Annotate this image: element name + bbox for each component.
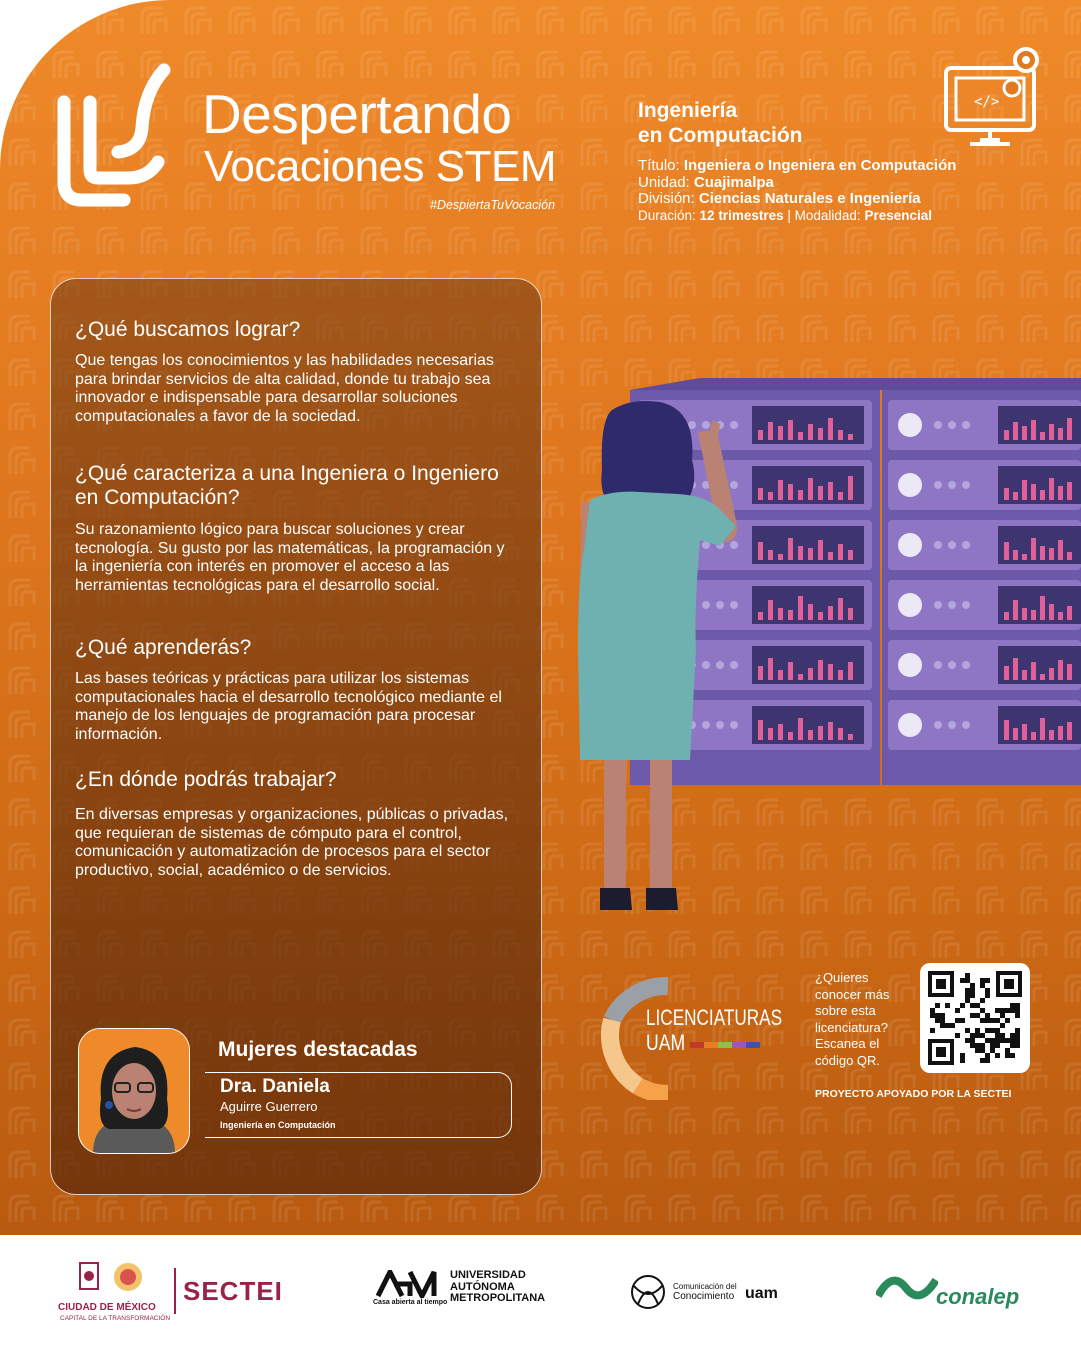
status-light [962,421,970,429]
qr-module [965,993,970,998]
qr-module [980,1048,985,1053]
status-light [948,481,956,489]
display-bar [1004,720,1009,740]
svg-text:</>: </> [974,94,1000,110]
display-bar [848,476,853,500]
qr-module [980,998,985,1003]
display-bar [788,484,793,500]
display-bar [768,728,773,740]
display-bar [788,610,793,620]
display-bar [828,606,833,620]
qr-module [930,1013,935,1018]
display-bar [1031,484,1036,500]
display-bar [1013,658,1018,680]
display-bar [1013,422,1018,440]
licenciaturas-label: LICENCIATURAS [646,1005,783,1030]
display-bar [1067,482,1072,500]
qr-module [985,1058,990,1063]
footer-divider [174,1268,176,1314]
status-light [730,421,738,429]
com-uam-label: uam [745,1285,778,1302]
power-button [898,653,922,677]
status-light [934,601,942,609]
qr-module [970,1043,975,1048]
hashtag: #DespiertaTuVocación [430,198,556,212]
qr-module [1000,1038,1005,1043]
display-bar [1049,604,1054,620]
status-light [730,601,738,609]
status-light [716,661,724,669]
status-light [934,421,942,429]
qr-code[interactable] [920,963,1030,1073]
status-light [948,721,956,729]
cdmx-sublabel: CAPITAL DE LA TRANSFORMACIÓN [60,1315,171,1322]
qr-module [965,988,970,993]
display-bar [1013,492,1018,500]
qr-module [1005,1018,1010,1023]
section-body: Las bases teóricas y prácticas para utilizar los sistemas computacionales hacia el desarrollo tecnológico mediante el manejo de los lenguajes de programación para procesar información. [75,670,502,743]
qr-module [980,1043,985,1048]
display-bar [778,670,783,680]
display-bar [768,492,773,500]
computer-gear-icon [940,40,1050,150]
cdmx-emblem-icon [78,1259,158,1301]
qr-module [970,1013,975,1018]
display-bar [1049,478,1054,500]
qr-module [975,1028,980,1033]
display-bar [838,492,843,500]
display-bar [798,432,803,440]
display-bar [788,538,793,560]
display-bar [798,490,803,500]
display-bar [838,598,843,620]
uam-motto: Casa abierta al tiempo [373,1299,448,1306]
display-bar [1004,488,1009,500]
display-bar [768,422,773,440]
qr-module [965,998,970,1003]
display-bar [1058,540,1063,560]
qr-module [965,973,970,978]
status-light [934,541,942,549]
display-bar [1004,430,1009,440]
display-bar [1022,608,1027,620]
qr-module [965,978,970,983]
status-light [716,721,724,729]
display-bar [1004,612,1009,620]
qr-module [990,1038,995,1043]
brand-title-line1: Despertando [202,83,512,145]
qr-module [985,988,990,993]
display-bar [828,418,833,440]
display-bar [1022,426,1027,440]
display-bar [1013,728,1018,740]
display-bar [1049,548,1054,560]
section-body: Que tengas los conocimientos y las habilidades necesarias para brindar servicios de alta calidad, donde tu trabajo sea innovador e indispensable para desarrollar soluciones computacionales a favor de la sociedad. [75,352,494,425]
display-bar [768,658,773,680]
status-light [730,541,738,549]
display-bar [848,734,853,740]
comunicacion-logo-icon [628,1272,668,1312]
status-light [948,541,956,549]
qr-module [930,1008,935,1013]
display-bar [768,550,773,560]
status-light [716,601,724,609]
qr-module [980,1008,985,1013]
status-light [934,481,942,489]
daniela-portrait [78,1028,190,1154]
display-bar [1013,600,1018,620]
qr-module [995,1043,1000,1048]
display-bar [798,718,803,740]
display-bar [838,728,843,740]
qr-module [995,1038,1000,1043]
display-bar [818,428,823,440]
display-bar [808,668,813,680]
status-light [962,601,970,609]
qr-module [955,1008,960,1013]
power-button [898,533,922,557]
qr-module [1005,1048,1010,1053]
section-heading: ¿Qué aprenderás? [75,636,252,659]
display-bar [1022,724,1027,740]
brand-title-line2: Vocaciones STEM [204,142,556,191]
qr-module [970,983,975,988]
display-bar [808,424,813,440]
qr-module [960,1018,965,1023]
qr-module [1000,1008,1005,1013]
qr-module [1005,1038,1010,1043]
display-bar [1040,718,1045,740]
display-bar [848,550,853,560]
qr-module [995,1053,1000,1058]
display-bar [758,542,763,560]
conalep-logo-icon [876,1270,938,1304]
display-bar [1049,668,1054,680]
display-bar [1022,480,1027,500]
qr-module [960,978,965,983]
qr-module [940,1018,945,1023]
qr-module [985,1053,990,1058]
display-bar [778,426,783,440]
display-bar [1049,424,1054,440]
qr-module [1015,1028,1020,1033]
qr-module [960,1053,965,1058]
display-bar [808,730,813,740]
display-bar [758,430,763,440]
display-bar [798,674,803,680]
power-button [898,473,922,497]
display-bar [778,480,783,500]
status-light [702,661,710,669]
qr-module [975,1003,980,1008]
display-bar [758,488,763,500]
qr-module [945,1023,950,1028]
qr-module [940,1023,945,1028]
qr-module [960,1003,965,1008]
qr-module [1015,1003,1020,1008]
display-bar [808,478,813,500]
qr-module [980,1058,985,1063]
status-light [702,421,710,429]
display-bar [1040,490,1045,500]
qr-module [980,983,985,988]
uam-logo-icon [376,1270,446,1298]
display-bar [1049,730,1054,740]
qr-module [985,1028,990,1033]
status-light [730,481,738,489]
display-bar [1067,552,1072,560]
display-bar [828,482,833,500]
display-bar [848,608,853,620]
display-bar [1022,554,1027,560]
display-bar [788,420,793,440]
section-heading: ¿Qué caracteriza a una Ingeniera o Ingeniero en Computación? [75,462,499,509]
display-bar [1004,666,1009,680]
qr-module [975,1043,980,1048]
display-bar [1004,542,1009,560]
qr-module [985,1018,990,1023]
qr-module [980,978,985,983]
display-bar [1031,662,1036,680]
power-button [898,593,922,617]
display-bar [778,608,783,620]
display-bar [1031,538,1036,560]
status-light [962,721,970,729]
qr-module [1010,1003,1015,1008]
display-bar [1058,660,1063,680]
section-heading: ¿Qué buscamos lograr? [75,318,301,341]
conocimiento-label: Conocimiento [673,1291,735,1302]
qr-module [990,1043,995,1048]
qr-module [970,1003,975,1008]
section-body: En diversas empresas y organizaciones, públicas o privadas, que requieran de sistemas de cómputo para el control, comunicación y automatización de procesos para el sector productivo, social, académico o de servicios. [75,806,509,879]
status-light [688,421,696,429]
display-bar [1067,664,1072,680]
status-light [730,661,738,669]
status-light [934,661,942,669]
qr-module [1010,1043,1015,1048]
uam-label: UAM [646,1030,686,1055]
cdmx-label: CIUDAD DE MÉXICO [58,1302,156,1313]
qr-module [1015,1033,1020,1038]
qr-module [985,978,990,983]
profile-name: Dra. Daniela [220,1076,330,1097]
display-bar [758,720,763,740]
status-light [962,661,970,669]
display-bar [838,670,843,680]
display-bar [1067,606,1072,620]
status-light [730,721,738,729]
profile-field: Ingeniería en Computación [220,1120,336,1130]
qr-module [970,988,975,993]
status-light [702,721,710,729]
qr-module [960,1058,965,1063]
qr-module [1015,1038,1020,1043]
qr-module [980,1033,985,1038]
display-bar [808,604,813,620]
qr-module [990,1048,995,1053]
display-bar [818,726,823,740]
display-bar [1067,418,1072,440]
display-bar [798,596,803,620]
display-bar [1058,612,1063,620]
display-bar [1022,670,1027,680]
qr-module [970,1033,975,1038]
qr-module [965,1028,970,1033]
power-button [898,713,922,737]
display-bar [758,666,763,680]
qr-module [1010,1038,1015,1043]
status-light [962,481,970,489]
display-bar [848,434,853,440]
comunicacion-label: Comunicación del [673,1282,737,1291]
qr-module [935,1013,940,1018]
qr-question: ¿Quieres conocer más sobre esta licenciatura? Escanea el código QR. [815,970,890,1068]
qr-module [995,1028,1000,1033]
qr-module [990,1018,995,1023]
display-bar [1031,610,1036,620]
qr-module [975,1013,980,1018]
status-light [948,421,956,429]
qr-module [995,1018,1000,1023]
despertando-logo-icon [48,62,178,207]
qr-module [1000,1023,1005,1028]
display-bar [1013,550,1018,560]
display-bar [1040,674,1045,680]
qr-module [1015,1043,1020,1048]
display-bar [838,430,843,440]
qr-module [985,993,990,998]
status-light [948,601,956,609]
display-bar [1058,428,1063,440]
display-bar [788,732,793,740]
display-bar [1040,596,1045,620]
display-bar [818,612,823,620]
qr-module [985,1013,990,1018]
display-bar [1058,486,1063,500]
display-bar [768,600,773,620]
qr-module [1010,1053,1015,1058]
qr-module [930,1028,935,1033]
display-bar [798,546,803,560]
display-bar [1058,726,1063,740]
qr-module [980,1018,985,1023]
status-light [934,721,942,729]
qr-module [995,1033,1000,1038]
display-bar [778,724,783,740]
display-bar [1067,722,1072,740]
qr-module [940,1013,945,1018]
program-info: Título: Ingeniera o Ingeniera en Computación Unidad: Cuajimalpa División: Ciencias Naturales e Ingeniería Duración: 12 trimestres | Modalidad: Presencial [638,157,957,223]
qr-module [970,993,975,998]
display-bar [818,660,823,680]
qr-module [1000,1033,1005,1038]
qr-module [965,1038,970,1043]
display-bar [848,662,853,680]
qr-module [955,1033,960,1038]
program-title: Ingeniería en Computación [638,99,803,147]
qr-module [975,1033,980,1038]
qr-module [1005,1008,1010,1013]
display-bar [1040,432,1045,440]
display-bar [838,544,843,560]
display-bar [828,664,833,680]
conalep-logo: conalep [936,1284,1020,1309]
profile-surname: Aguirre Guerrero [220,1099,318,1114]
qr-module [1015,1008,1020,1013]
qr-module [990,1028,995,1033]
color-strip [690,1042,760,1048]
display-bar [828,722,833,740]
display-bar [828,552,833,560]
status-light [962,541,970,549]
display-bar [778,554,783,560]
display-bar [818,540,823,560]
qr-module [975,1048,980,1053]
display-bar [1031,732,1036,740]
qr-module [955,1018,960,1023]
qr-module [970,1038,975,1043]
display-bar [808,548,813,560]
status-light [948,661,956,669]
qr-module [985,1038,990,1043]
display-bar [788,662,793,680]
display-bar [758,612,763,620]
section-heading: ¿En dónde podrás trabajar? [75,768,337,791]
qr-module [935,1018,940,1023]
proyecto-label: PROYECTO APOYADO POR LA SECTEI [815,1088,1012,1100]
qr-module [1010,1033,1015,1038]
server-illustration [560,370,1081,930]
mujeres-destacadas-title: Mujeres destacadas [218,1038,418,1061]
power-button [898,413,922,437]
sectei-logo: SECTEI [183,1276,283,1306]
qr-module [945,1003,950,1008]
display-bar [1040,546,1045,560]
uam-name: UNIVERSIDAD AUTÓNOMA METROPOLITANA [450,1269,546,1304]
qr-module [1015,1013,1020,1018]
qr-module [995,1008,1000,1013]
display-bar [1031,420,1036,440]
section-body: Su razonamiento lógico para buscar soluciones y crear tecnología. Su gusto por las matemáticas, la programación y la ingeniería con interés en promover el acceso a las herramientas tecnológicas para el desarrollo social. [75,521,505,594]
qr-module [1010,1008,1015,1013]
qr-module [1000,1013,1005,1018]
display-bar [818,486,823,500]
qr-module [1005,1053,1010,1058]
qr-module [950,1023,955,1028]
qr-module [935,1003,940,1008]
status-light [702,601,710,609]
